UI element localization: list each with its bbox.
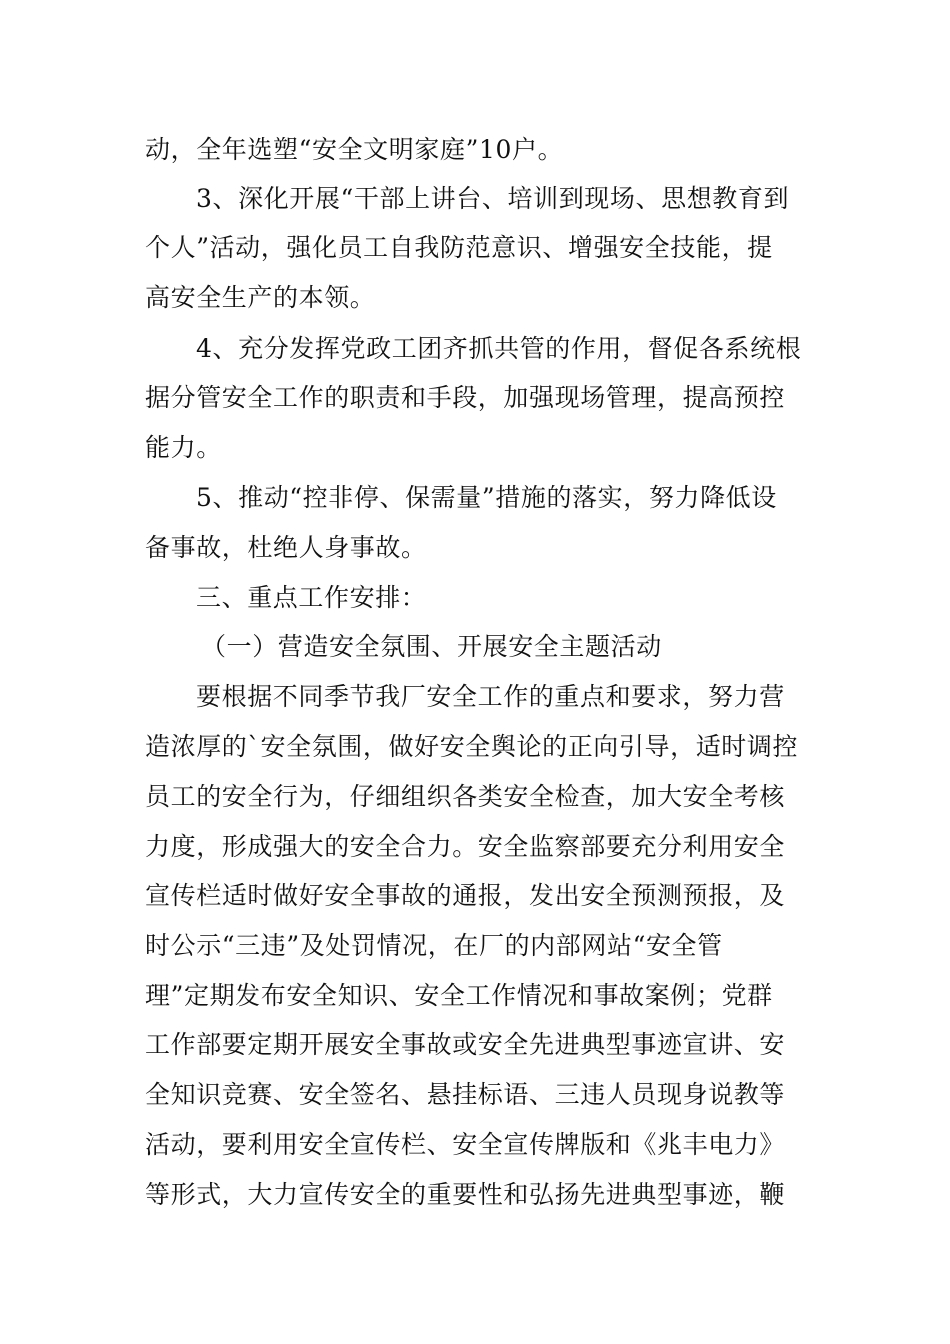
text-line: 3、深化开展“干部上讲台、培训到现场、思想教育到: [196, 184, 790, 213]
text-line: 全知识竞赛、安全签名、悬挂标语、三违人员现身说教等: [145, 1080, 786, 1109]
text-line: 个人”活动，强化员工自我防范意识、增强安全技能，提: [145, 233, 773, 262]
text-line: 4、充分发挥党政工团齐抓共管的作用，督促各系统根: [196, 334, 802, 363]
text-line: 时公示“三违”及处罚情况，在厂的内部网站“安全管: [145, 931, 723, 960]
text-line: 高安全生产的本领。: [145, 283, 376, 312]
text-line: 5、推动“控非停、保需量”措施的落实，努力降低设: [196, 483, 777, 512]
text-line: 据分管安全工作的职责和手段，加强现场管理，提高预控: [145, 383, 786, 412]
text-line: 理”定期发布安全知识、安全工作情况和事故案例；党群: [145, 981, 773, 1010]
text-line: 宣传栏适时做好安全事故的通报，发出安全预测预报，及: [145, 881, 786, 910]
text-line: 动，全年选塑“安全文明家庭”10户。: [145, 135, 564, 164]
text-line: 备事故，杜绝人身事故。: [145, 533, 427, 562]
text-line: 员工的安全行为，仔细组织各类安全检查，加大安全考核: [145, 782, 786, 811]
text-line: 等形式，大力宣传安全的重要性和弘扬先进典型事迹，鞭: [145, 1180, 786, 1209]
text-line: 力度，形成强大的安全合力。安全监察部要充分利用安全: [145, 832, 786, 861]
text-line: 能力。: [145, 433, 222, 462]
text-line: 工作部要定期开展安全事故或安全先进典型事迹宣讲、安: [145, 1030, 786, 1059]
section-heading: 三、重点工作安排：: [196, 583, 427, 612]
subsection-heading: （一）营造安全氛围、开展安全主题活动: [201, 632, 662, 661]
text-line: 要根据不同季节我厂安全工作的重点和要求，努力营: [196, 682, 785, 711]
text-line: 造浓厚的`安全氛围，做好安全舆论的正向引导，适时调控: [145, 732, 799, 761]
text-line: 活动，要利用安全宣传栏、安全宣传牌版和《兆丰电力》: [145, 1130, 786, 1159]
